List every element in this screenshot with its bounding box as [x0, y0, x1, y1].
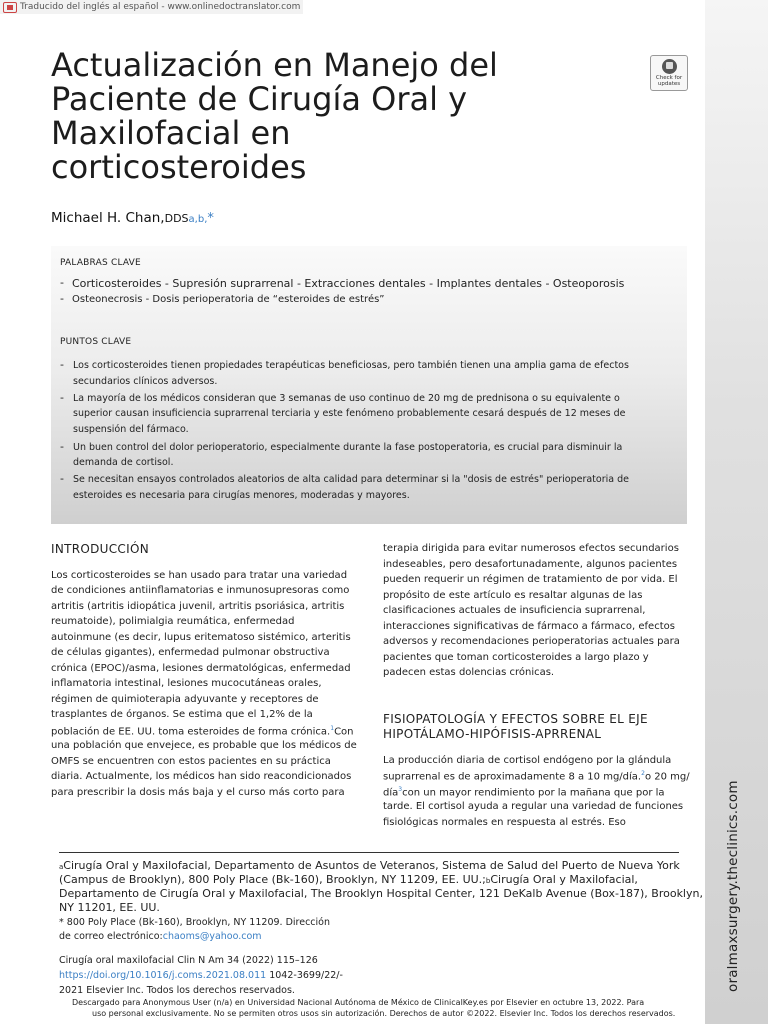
email-line [59, 931, 262, 942]
check-for-updates-badge[interactable] [650, 55, 688, 91]
check-updates-icon [662, 59, 677, 74]
key-points-label: PUNTOS CLAVE [60, 337, 132, 347]
author-line [51, 210, 214, 226]
keyword-line: Corticosteroides - Supresión suprarrenal - Extracciones dentales - Implantes dentales - Osteoporosis [72, 277, 625, 290]
body-line [383, 770, 690, 782]
key-point-line: Se necesitan ensayos controlados aleatorios de alta calidad para determinar si la "dosis de estrés" perioperatoria de [73, 474, 629, 485]
key-point-line: esteroides es necesaria para cirugías menores, moderadas y mayores. [73, 490, 410, 501]
intro-line: una población que envejece, es probable que los médicos de [51, 740, 357, 751]
intro-line: autoinmune (es decir, lupus eritematoso sistémico, arteritis [51, 632, 351, 643]
check-updates-label: Check for [655, 75, 683, 81]
translator-icon [3, 2, 17, 13]
body-line [383, 786, 665, 798]
body-line: terapia dirigida para evitar numerosos efectos secundarios [383, 543, 679, 554]
affiliation-a [59, 859, 680, 872]
affiliation-mark: a [59, 863, 64, 871]
corresponding-author-mark[interactable]: * [207, 211, 214, 226]
intro-line: OMFS se encuentren con estos pacientes en su práctica [51, 756, 331, 767]
doi-link[interactable]: https://doi.org/10.1016/j.coms.2021.08.011 [59, 970, 267, 981]
intro-line: de condiciones antiinflamatorias e inmunosupresoras como [51, 585, 350, 596]
intro-line: inflamatoria intestinal, lesiones mucocutáneas orales, [51, 678, 322, 689]
body-line: propósito de este artículo es resaltar algunas de las [383, 590, 643, 601]
intro-line: diaria. Actualmente, los médicos han sido reacondicionados [51, 771, 352, 782]
body-line: adversos y recomendaciones perioperatorias actuales para [383, 636, 680, 647]
body-text: o 20 mg/ [644, 771, 690, 783]
body-text: con un mayor rendimiento por la mañana que por la [402, 787, 665, 799]
affiliation-line: Departamento de Cirugía Oral y Maxilofacial, The Brooklyn Hospital Center, 121 DeKalb Avenue (Box-187), Brooklyn, [59, 887, 703, 900]
download-notice: Descargado para Anonymous User (n/a) en Universidad Nacional Autónoma de México de ClinicalKey.es por Elsevier en octubre 13, 2022. Para [72, 998, 645, 1007]
keyword-line: Osteonecrosis - Dosis perioperatoria de “esteroides de estrés” [72, 294, 385, 305]
key-point-line: secundarios clínicos adversos. [73, 376, 218, 387]
intro-line: para prescribir la dosis más baja y el curso más corto para [51, 787, 345, 798]
bullet-dash: - [60, 292, 64, 305]
author-degree: DDS [164, 212, 189, 225]
key-point-line: superior causan insuficiencia suprarrenal terciaria y este fenómeno probablemente cesará después de 12 meses de [73, 408, 626, 419]
affiliation-text: (Campus de Brooklyn), 800 Poly Place (Bk-160), Brooklyn, NY 11209, EE. UU.; [59, 873, 486, 886]
affiliation-line [59, 873, 638, 886]
affiliation-text: Cirugía Oral y Maxilofacial, Departamento de Asuntos de Veteranos, Sistema de Salud del Puerto de Nueva York [63, 859, 680, 872]
footnote-divider [59, 852, 679, 853]
key-point-line: Un buen control del dolor perioperatorio, especialmente durante la fase postoperatoria, es crucial para disminuir la [73, 442, 623, 453]
affiliation-mark: b [485, 877, 491, 885]
intro-line: crónica (EPOC)/asma, lesiones dermatológicas, enfermedad [51, 663, 351, 674]
key-point-line: Los corticosteroides tienen propiedades terapéuticas beneficiosas, pero también tienen una amplia gama de efectos [73, 360, 629, 371]
body-line: clasificaciones actuales de insuficiencia suprarrenal, [383, 605, 646, 616]
intro-line: trasplantes de órganos. Se estima que el 1,2% de la [51, 709, 313, 720]
affiliation-text: Cirugía Oral y Maxilofacial, [490, 873, 638, 886]
journal-citation: Cirugía oral maxilofacial Clin N Am 34 (2022) 115–126 [59, 955, 318, 966]
title-line: Paciente de Cirugía Oral y [51, 80, 468, 118]
intro-line-text: Con [334, 726, 354, 738]
intro-line: de células gigantes), enfermedad pulmonar obstructiva [51, 647, 330, 658]
section-heading: HIPOTÁLAMO-HIPÓFISIS-APRRENAL [383, 727, 602, 741]
intro-line: reumatoide), polimialgia reumática, enfermedad [51, 616, 295, 627]
affiliation-line: NY 11201, EE. UU. [59, 901, 160, 914]
intro-line: artritis (artritis idiopática juvenil, artritis psoriásica, artritis [51, 601, 345, 612]
body-line: interacciones significativas de fármaco a fármaco, efectos [383, 621, 675, 632]
intro-line: Los corticosteroides se han usado para tratar una variedad [51, 570, 348, 581]
journal-sidebar [705, 0, 768, 1024]
keywords-label: PALABRAS CLAVE [60, 258, 141, 268]
copyright-line: 2021 Elsevier Inc. Todos los derechos reservados. [59, 985, 295, 996]
citation-link[interactable]: 2 [641, 770, 645, 777]
title-line: corticosteroides [51, 148, 307, 186]
issn-text: 1042-3699/22/- [269, 970, 343, 981]
author-name: Michael H. Chan, [51, 210, 165, 226]
body-line: tarde. El cortisol ayuda a regular una variedad de funciones [383, 801, 684, 812]
banner-text[interactable]: Traducido del inglés al español - www.onlinedoctranslator.com [20, 2, 301, 12]
email-label: de correo electrónico: [59, 931, 163, 942]
body-line: La producción diaria de cortisol endógeno por la glándula [383, 755, 672, 766]
download-notice: uso personal exclusivamente. No se permiten otros usos sin autorización. Derechos de autor ©2022. Elsevier Inc. Todos los derechos reservados. [92, 1009, 676, 1018]
title-line: Actualización en Manejo del [51, 46, 498, 84]
intro-line-text: población de EE. UU. toma esteroides de forma crónica. [51, 726, 331, 738]
bullet-dash: - [60, 440, 64, 453]
bullet-dash: - [60, 276, 64, 289]
body-line: fisiológicas normales en respuesta al estrés. Eso [383, 817, 626, 828]
intro-heading: INTRODUCCIÓN [51, 542, 149, 556]
check-updates-label: updates [657, 81, 681, 87]
body-text: día [383, 787, 399, 799]
title-line: Maxilofacial en [51, 114, 291, 152]
citation-link[interactable]: 1 [330, 725, 335, 732]
journal-site-url: oralmaxsurgery.theclinics.com [725, 780, 741, 992]
citation-link[interactable]: 3 [398, 786, 403, 793]
intro-line: régimen de quimioterapia adyuvante y receptores de [51, 694, 319, 705]
body-line: pueden requerir un régimen de tratamiento de por vida. El [383, 574, 678, 585]
author-affiliation-marks[interactable]: a,b, [188, 214, 208, 225]
bullet-dash: - [60, 391, 64, 404]
article-title [51, 48, 571, 184]
bullet-dash: - [60, 472, 64, 485]
body-line: padecen estas dolencias crónicas. [383, 667, 555, 678]
intro-line [51, 725, 354, 737]
key-point-line: La mayoría de los médicos consideran que 3 semanas de uso continuo de 20 mg de prednisona o su equivalente o [73, 393, 620, 404]
email-link[interactable]: chaoms@yahoo.com [162, 931, 262, 942]
translation-banner[interactable] [0, 0, 303, 14]
key-point-line: suspensión del fármaco. [73, 424, 189, 435]
body-line: indeseables, pero desafortunadamente, algunos pacientes [383, 559, 678, 570]
doi-line [59, 970, 343, 981]
section-heading: FISIOPATOLOGÍA Y EFECTOS SOBRE EL EJE [383, 712, 648, 726]
key-point-line: demanda de cortisol. [73, 457, 174, 468]
body-line: pacientes que toman corticosteroides a largo plazo y [383, 652, 649, 663]
corresponding-address: * 800 Poly Place (Bk-160), Brooklyn, NY 11209. Dirección [59, 917, 330, 928]
body-text: suprarrenal es de aproximadamente 8 a 10 mg/día. [383, 771, 642, 783]
bullet-dash: - [60, 358, 64, 371]
